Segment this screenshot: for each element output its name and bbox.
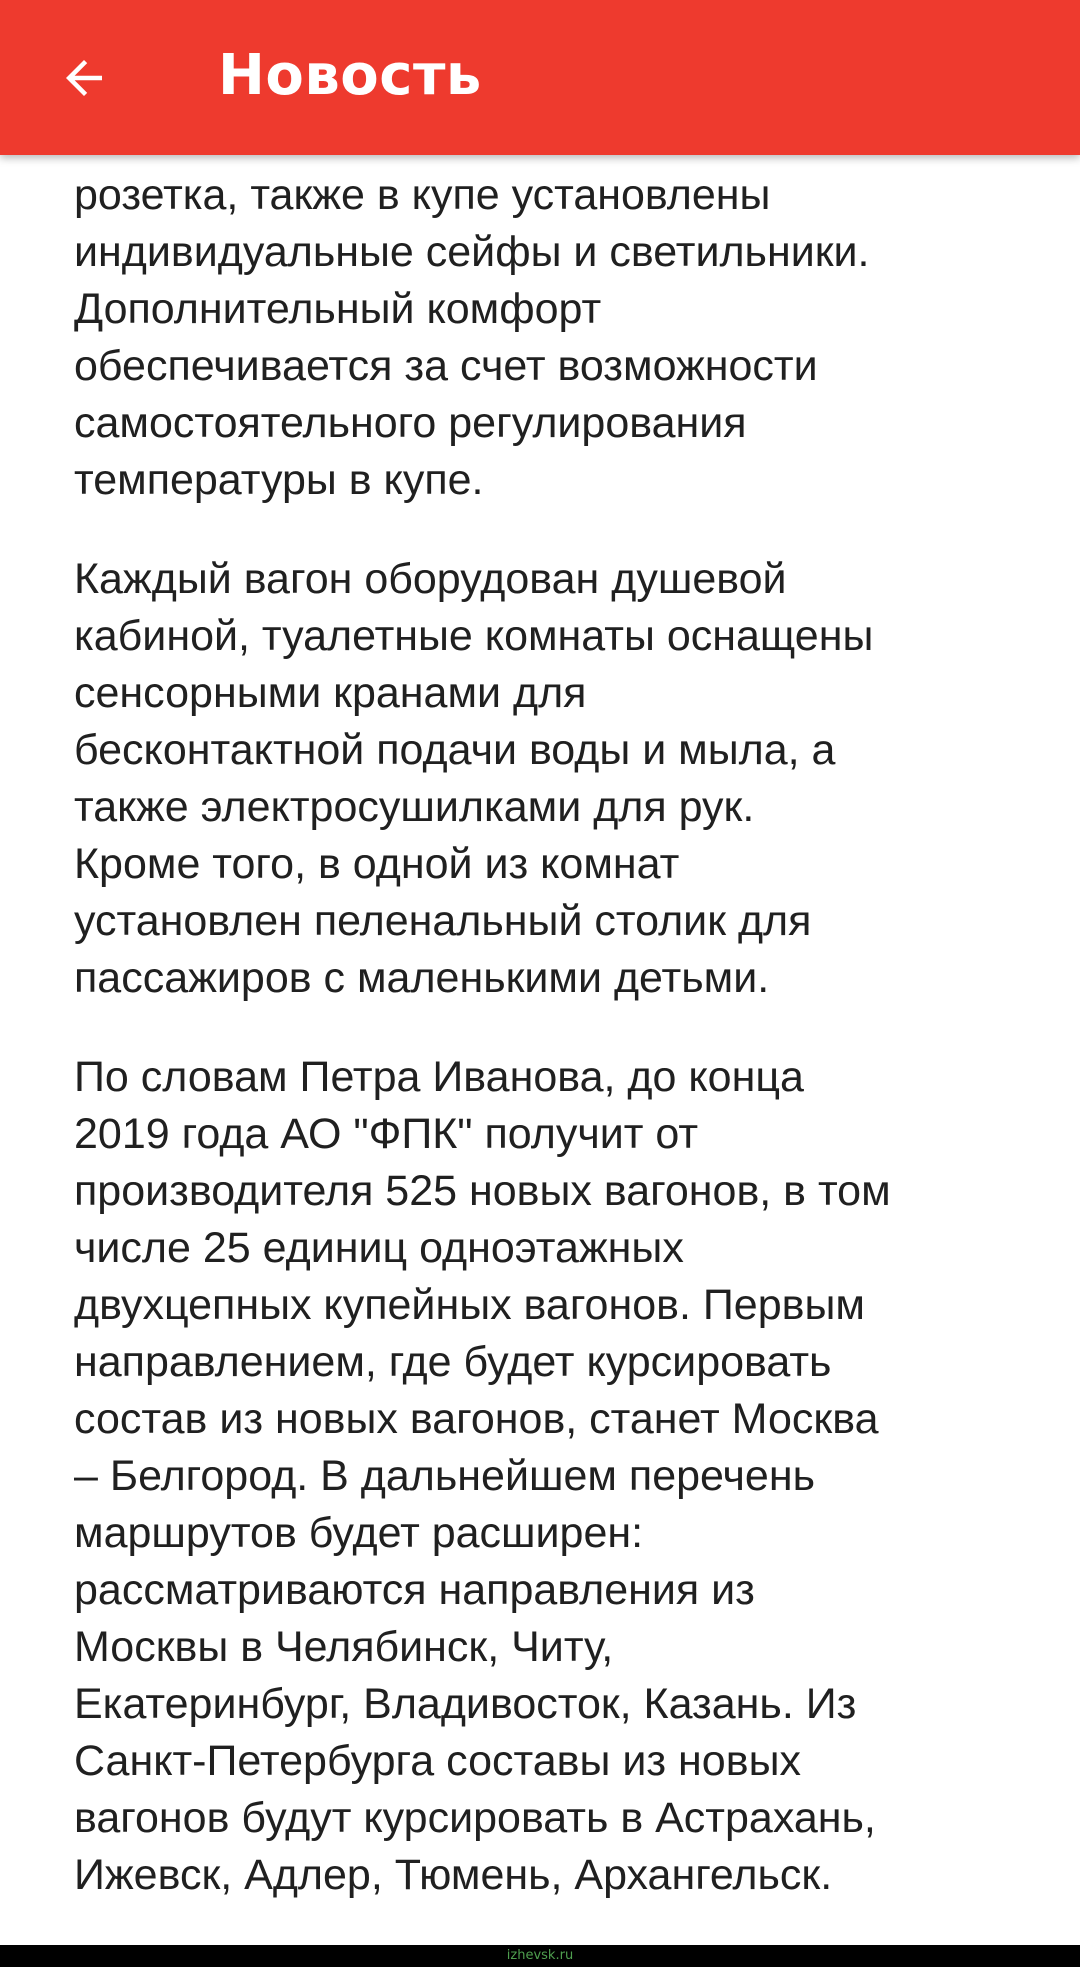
paragraph-line: рассматриваются направления из [74,1566,755,1614]
paragraph-line: Кроме того, в одной из комнат [74,840,680,888]
paragraph-line: Ижевск, Адлер, Тюмень, Архангельск. [74,1851,833,1899]
paragraph-line: направлением, где будет курсировать [74,1338,832,1386]
paragraph-line: маршрутов будет расширен: [74,1509,644,1557]
bottom-bar [0,1945,1080,1967]
clipped-previous-line [74,155,1024,167]
paragraph-line: Екатеринбург, Владивосток, Казань. Из [74,1680,857,1728]
paragraph-line: Санкт-Петербурга составы из новых [74,1737,801,1785]
arrow-left-icon [57,51,111,105]
paragraph-line: кабиной, туалетные комнаты оснащены [74,612,874,660]
paragraph-line: 2019 года АО "ФПК" получит от [74,1110,699,1158]
paragraph-line: Каждый вагон оборудован душевой [74,555,787,603]
paragraph-line: также электросушилками для рук. [74,783,755,831]
page-title: Новость [218,43,482,108]
paragraph-line: Дополнительный комфорт [74,285,602,333]
paragraph-line: бесконтактной подачи воды и мыла, а [74,726,836,774]
paragraph-line: обеспечивается за счет возможности [74,342,818,390]
paragraph-line: Москвы в Челябинск, Читу, [74,1623,614,1671]
article-paragraph [74,167,1024,509]
paragraph-line: индивидуальные сейфы и светильники. [74,228,870,276]
paragraph-line: – Белгород. В дальнейшем перечень [74,1452,815,1500]
paragraph-line: установлен пеленальный столик для [74,897,812,945]
article-body[interactable] [74,155,1024,1945]
article-paragraph [74,551,1024,1007]
paragraph-line: двухцепных купейных вагонов. Первым [74,1281,865,1329]
paragraph-line: розетка, также в купе установлены [74,171,771,219]
paragraph-line: сенсорными кранами для [74,669,587,717]
paragraph-line: состав из новых вагонов, станет Москва [74,1395,879,1443]
paragraph-line: температуры в купе. [74,456,484,504]
back-button[interactable] [44,38,124,118]
article-paragraph [74,1049,1024,1904]
paragraph-line: вагонов будут курсировать в Астрахань, [74,1794,876,1842]
paragraph-line: числе 25 единиц одноэтажных [74,1224,684,1272]
watermark: izhevsk.ru [506,1948,574,1963]
paragraph-line: пассажиров с маленькими детьми. [74,954,770,1002]
paragraph-line: производителя 525 новых вагонов, в том [74,1167,891,1215]
paragraph-line: По словам Петра Иванова, до конца [74,1053,804,1101]
app-bar [0,0,1080,155]
paragraph-line: самостоятельного регулирования [74,399,747,447]
